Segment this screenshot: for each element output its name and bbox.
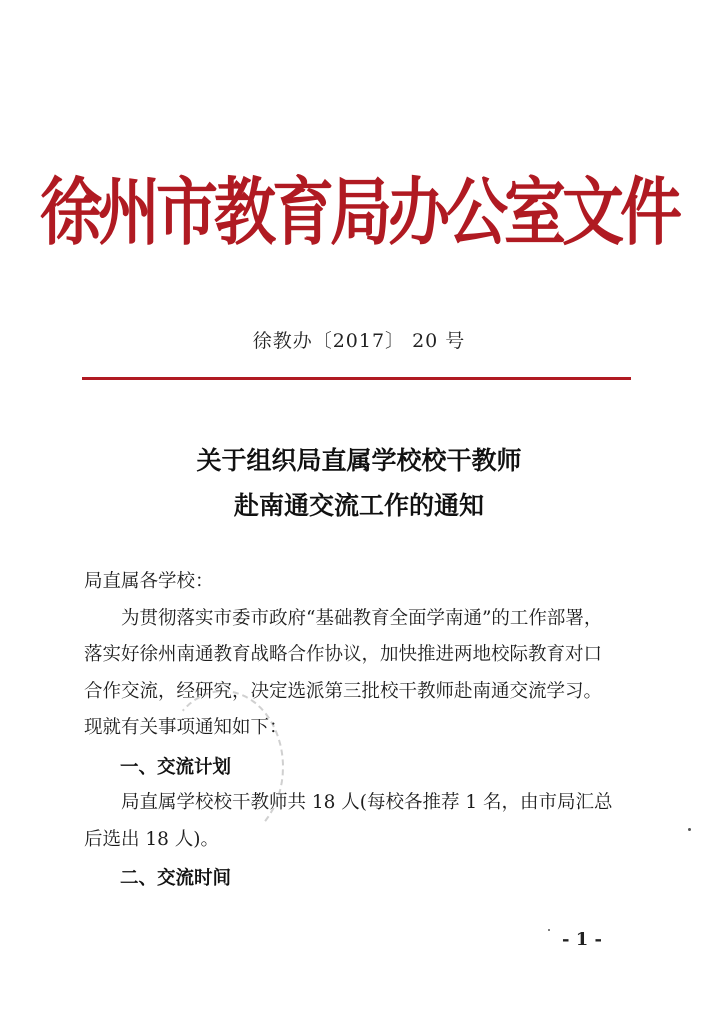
- paragraph-1-line-4: 现就有关事项通知如下：: [84, 717, 288, 738]
- document-header-title: 徐州市教育局办公室文件: [39, 169, 678, 256]
- scan-speck: [688, 828, 691, 831]
- salutation: 局直属各学校：: [84, 571, 214, 592]
- section-2-heading: 二、交流时间: [120, 868, 232, 889]
- document-number: 徐教办〔2017〕 20 号: [252, 330, 466, 352]
- notice-title-line-2: 赴南通交流工作的通知: [233, 491, 484, 520]
- notice-title-line-1: 关于组织局直属学校校干教师: [196, 446, 522, 475]
- section-1-line-2: 后选出 18 人)。: [84, 829, 220, 850]
- paragraph-1-line-2: 落实好徐州南通教育战略合作协议，加快推进两地校际教育对口: [84, 644, 603, 665]
- paragraph-1-line-3: 合作交流，经研究，决定选派第三批校干教师赴南通交流学习。: [84, 681, 603, 702]
- section-1-heading: 一、交流计划: [120, 757, 232, 778]
- page-number: - 1 -: [562, 929, 602, 950]
- paragraph-1-line-1: 为贯彻落实市委市政府“基础教育全面学南通”的工作部署，: [84, 608, 603, 629]
- scan-speck: [548, 929, 550, 931]
- red-divider-line: [82, 377, 631, 380]
- section-1-line-1: 局直属学校校干教师共 18 人(每校各推荐 1 名，由市局汇总: [84, 792, 613, 813]
